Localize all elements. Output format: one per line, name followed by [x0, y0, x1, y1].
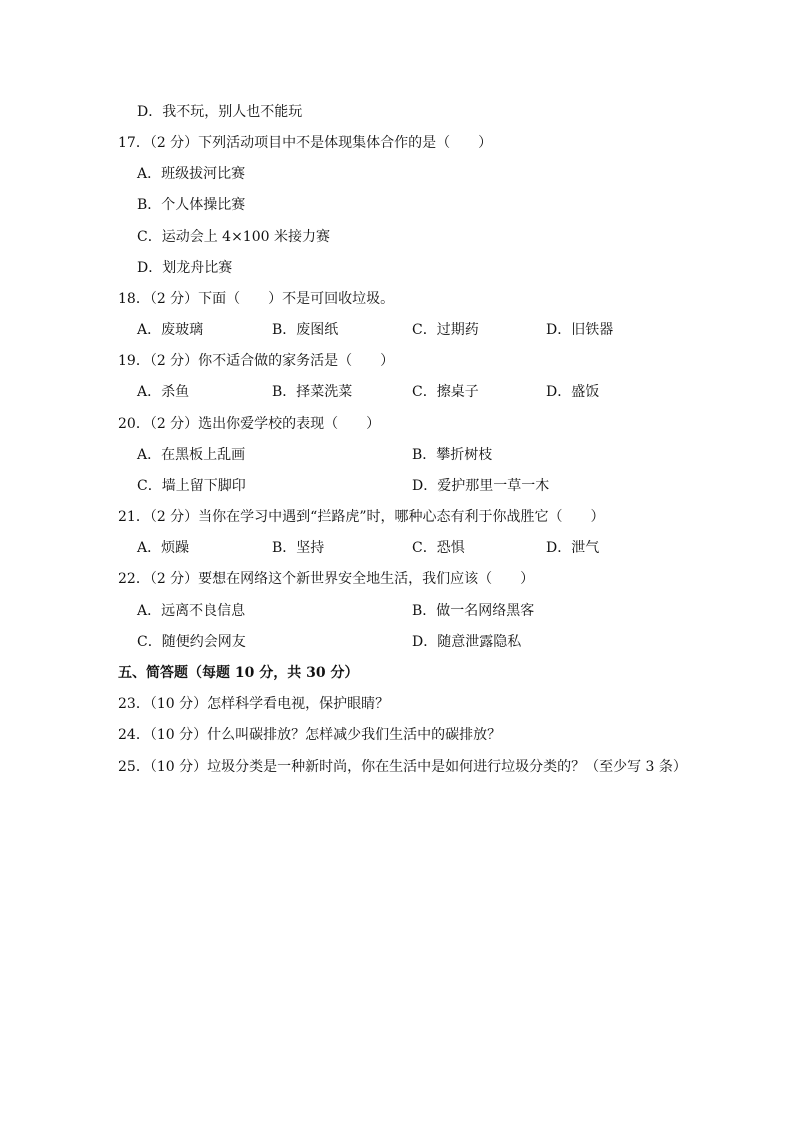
q24-stem: 24．（10 分）什么叫碳排放？怎样减少我们生活中的碳排放？ [118, 727, 502, 743]
q19-option-b: B．择菜洗菜 [272, 384, 353, 400]
q22-option-b: B．做一名网络黑客 [412, 603, 535, 619]
q18-option-b: B．废图纸 [272, 322, 339, 338]
q16-option-d: D．我不玩，别人也不能玩 [137, 104, 303, 120]
q17-option-c: C．运动会上 4×100 米接力赛 [137, 229, 330, 245]
q19-option-d: D．盛饭 [546, 384, 600, 400]
q21-option-d: D．泄气 [546, 540, 600, 556]
q23-stem: 23．（10 分）怎样科学看电视，保护眼睛？ [118, 696, 390, 712]
q17-stem: 17．（2 分）下列活动项目中不是体现集体合作的是（ ） [118, 135, 493, 151]
q19-option-a: A．杀鱼 [137, 384, 190, 400]
q22-stem: 22．（2 分）要想在网络这个新世界安全地生活，我们应该（ ） [118, 571, 535, 587]
q18-option-a: A．废玻璃 [137, 322, 204, 338]
q20-option-d: D．爱护那里一草一木 [412, 478, 550, 494]
section-title: 五、简答题（每题 10 分，共 30 分） [118, 665, 359, 681]
q21-option-b: B．坚持 [272, 540, 325, 556]
q18-option-c: C．过期药 [412, 322, 479, 338]
q20-option-a: A．在黑板上乱画 [137, 447, 246, 463]
q17-option-a: A．班级拔河比赛 [137, 166, 246, 182]
q25-stem: 25．（10 分）垃圾分类是一种新时尚，你在生活中是如何进行垃圾分类的？（至少写 3 条） [118, 759, 687, 775]
q22-option-d: D．随意泄露隐私 [412, 634, 522, 650]
q18-stem: 18．（2 分）下面（ ）不是可回收垃圾。 [118, 291, 395, 307]
q21-option-a: A．烦躁 [137, 540, 190, 556]
q17-option-d: D．划龙舟比赛 [137, 260, 233, 276]
q20-option-b: B．攀折树枝 [412, 447, 493, 463]
q19-option-c: C．擦桌子 [412, 384, 479, 400]
q22-option-a: A．远离不良信息 [137, 603, 246, 619]
q22-option-c: C．随便约会网友 [137, 634, 246, 650]
q20-stem: 20．（2 分）选出你爱学校的表现（ ） [118, 416, 381, 432]
q19-stem: 19．（2 分）你不适合做的家务活是（ ） [118, 353, 395, 369]
q21-option-c: C．恐惧 [412, 540, 465, 556]
q18-option-d: D．旧铁器 [546, 322, 614, 338]
q17-option-b: B．个人体操比赛 [137, 197, 246, 213]
q21-stem: 21．（2 分）当你在学习中遇到“拦路虎”时，哪种心态有利于你战胜它（ ） [118, 509, 605, 525]
q20-option-c: C．墙上留下脚印 [137, 478, 246, 494]
